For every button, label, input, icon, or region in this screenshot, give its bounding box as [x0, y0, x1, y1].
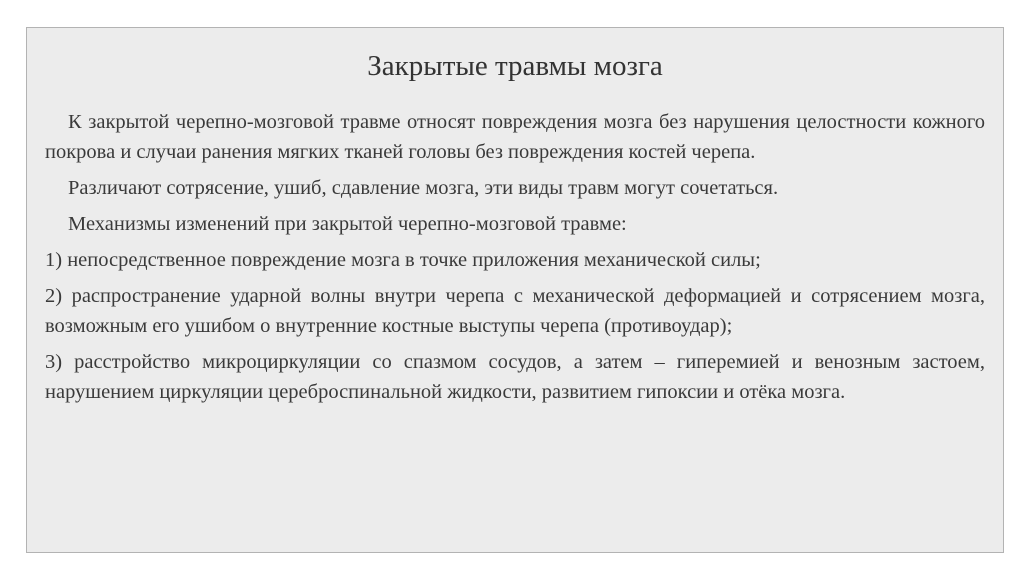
paragraph-types: Различают сотрясение, ушиб, сдавление мозга, эти виды травм могут сочетаться.: [68, 177, 779, 199]
slide-body: [45, 107, 985, 413]
list-item-1: 1) непосредственное повреждение мозга в точке приложения механической силы;: [45, 249, 761, 271]
paragraph-mechanisms-intro: Механизмы изменений при закрытой черепно-мозговой травме:: [68, 213, 627, 235]
list-item-2: 2) распространение ударной волны внутри черепа с механической деформацией и сотрясением мозга, возможным его ушибом о внутренние костные выступы черепа (противоудар);: [45, 285, 985, 337]
slide-frame: [26, 27, 1004, 553]
slide-title: Закрытые травмы мозга: [367, 50, 663, 82]
list-item-3: 3) расстройство микроциркуляции со спазмом сосудов, а затем – гиперемией и венозным застоем, нарушением циркуляции цереброспинальной жидкости, развитием гипоксии и отёка мозга.: [45, 351, 985, 403]
paragraph-definition: К закрытой черепно-мозговой травме относят повреждения мозга без нарушения целостности кожного покрова и случаи ранения мягких тканей головы без повреждения костей черепа.: [45, 111, 985, 163]
